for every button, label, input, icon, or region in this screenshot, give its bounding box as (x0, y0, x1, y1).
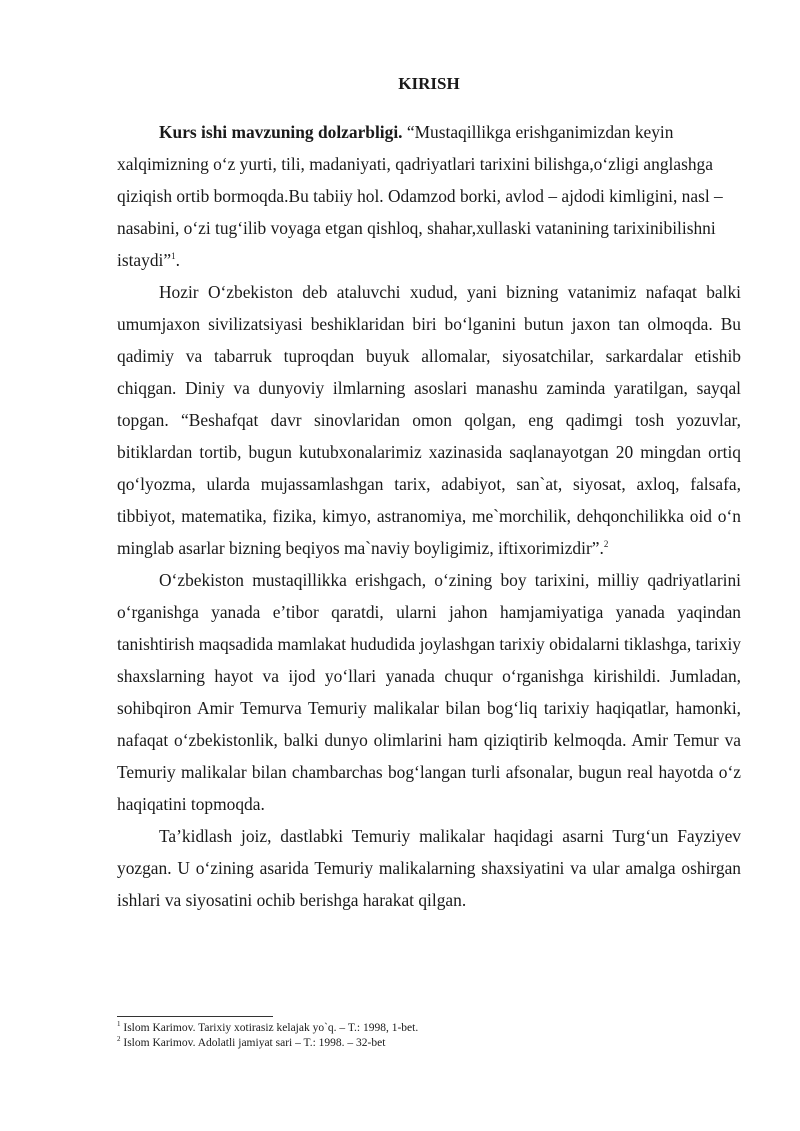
footnote-divider (117, 1016, 273, 1017)
paragraph-relevance (117, 116, 741, 276)
paragraph-text: “Mustaqillikga erishganimizdan keyin xalqimizning o‘z yurti, tili, madaniyati, qadriyatlari tarixini bilishga,o‘zligi anglashga qiziqish ortib bormoqda.Bu tabiiy hol. Odamzod borki, avlod – ajdodi kimligini, nasl – nasabini, o‘zi tug‘ilib voyaga etgan qishloq, shahar,xullaski vatanining tarixinibilishni istaydi” (117, 122, 723, 270)
footnote-text: Islom Karimov. Adolatli jamiyat sari – T.: 1998. – 32-bet (120, 1037, 386, 1049)
paragraph-text: Ta’kidlash joiz, dastlabki Temuriy malikalar haqidagi asarni Turg‘un Fayziyev yozgan. U o‘zining asarida Temuriy malikalarning shaxsiyatini va ular amalga oshirgan ishlari va siyosatini ochib berishga harakat qilgan. (117, 826, 741, 910)
paragraph-end: . (175, 250, 180, 270)
footnote-mark: 1 (117, 1020, 121, 1029)
footnotes (117, 1016, 741, 1051)
paragraph-text: O‘zbekiston mustaqillikka erishgach, o‘zining boy tarixini, milliy qadriyatlarini o‘rganishga yanada e’tibor qaratdi, ularni jahon hamjamiyatiga yanada yaqindan tanishtirish maqsadida mamlakat hududida joylashgan tarixiy obidalarni tiklashga, tarixiy shaxslarning hayot va ijod yo‘llari yanada chuqur o‘rganishga kirishildi. Jumladan, sohibqiron Amir Temurva Temuriy malikalar bilan bog‘liq tarixiy haqiqatlar, hamonki, nafaqat o‘zbekistonlik, balki dunyo olimlarini ham qiziqtirib kelmoqda. Amir Temur va Temuriy malikalar bilan chambarchas bog‘langan turli afsonalar, bugun real hayotda o‘z haqiqatini topmoqda. (117, 570, 741, 814)
page-title: KIRISH (398, 74, 460, 93)
paragraph-fayziyev (117, 820, 741, 916)
paragraph-text: Hozir O‘zbekiston deb ataluvchi xudud, yani bizning vatanimiz nafaqat balki umumjaxon sivilizatsiyasi beshiklaridan biri bo‘lganini butun jaxon tan olmoqda. Bu qadimiy va tabarruk tuproqdan buyuk allomalar, siyosatchilar, sarkardalar etishib chiqgan. Diniy va dunyoviy ilmlarning asoslari manashu zaminda yaratilgan, sayqal topgan. “Beshafqat davr sinovlaridan omon qolgan, eng qadimgi tosh yozuvlar, bitiklardan tortib, bugun kutubxonalarimiz xazinasida saqlanayotgan 20 mingdan ortiq qo‘lyozma, ularda mujassamlashgan tarix, adabiyot, san`at, siyosat, axloq, falsafa, tibbiyot, matematika, fizika, kimyo, astranomiya, me`morchilik, dehqonchilikka oid o‘n minglab asarlar bizning beqiyos ma`naviy boyligimiz, iftixorimizdir”. (117, 282, 741, 558)
paragraph-territory (117, 276, 741, 564)
footnote-text: Islom Karimov. Tarixiy xotirasiz kelajak yo`q. – T.: 1998, 1-bet. (120, 1022, 419, 1034)
footnote-mark: 2 (117, 1035, 121, 1044)
footnote-ref: 1 (171, 251, 176, 262)
footnote-ref: 2 (603, 539, 609, 550)
paragraph-independence (117, 564, 741, 820)
section-lead: Kurs ishi mavzuning dolzarbligi. (159, 122, 403, 142)
footnote-2 (117, 1036, 741, 1051)
document-page (117, 72, 741, 916)
footnote-1 (117, 1021, 741, 1036)
